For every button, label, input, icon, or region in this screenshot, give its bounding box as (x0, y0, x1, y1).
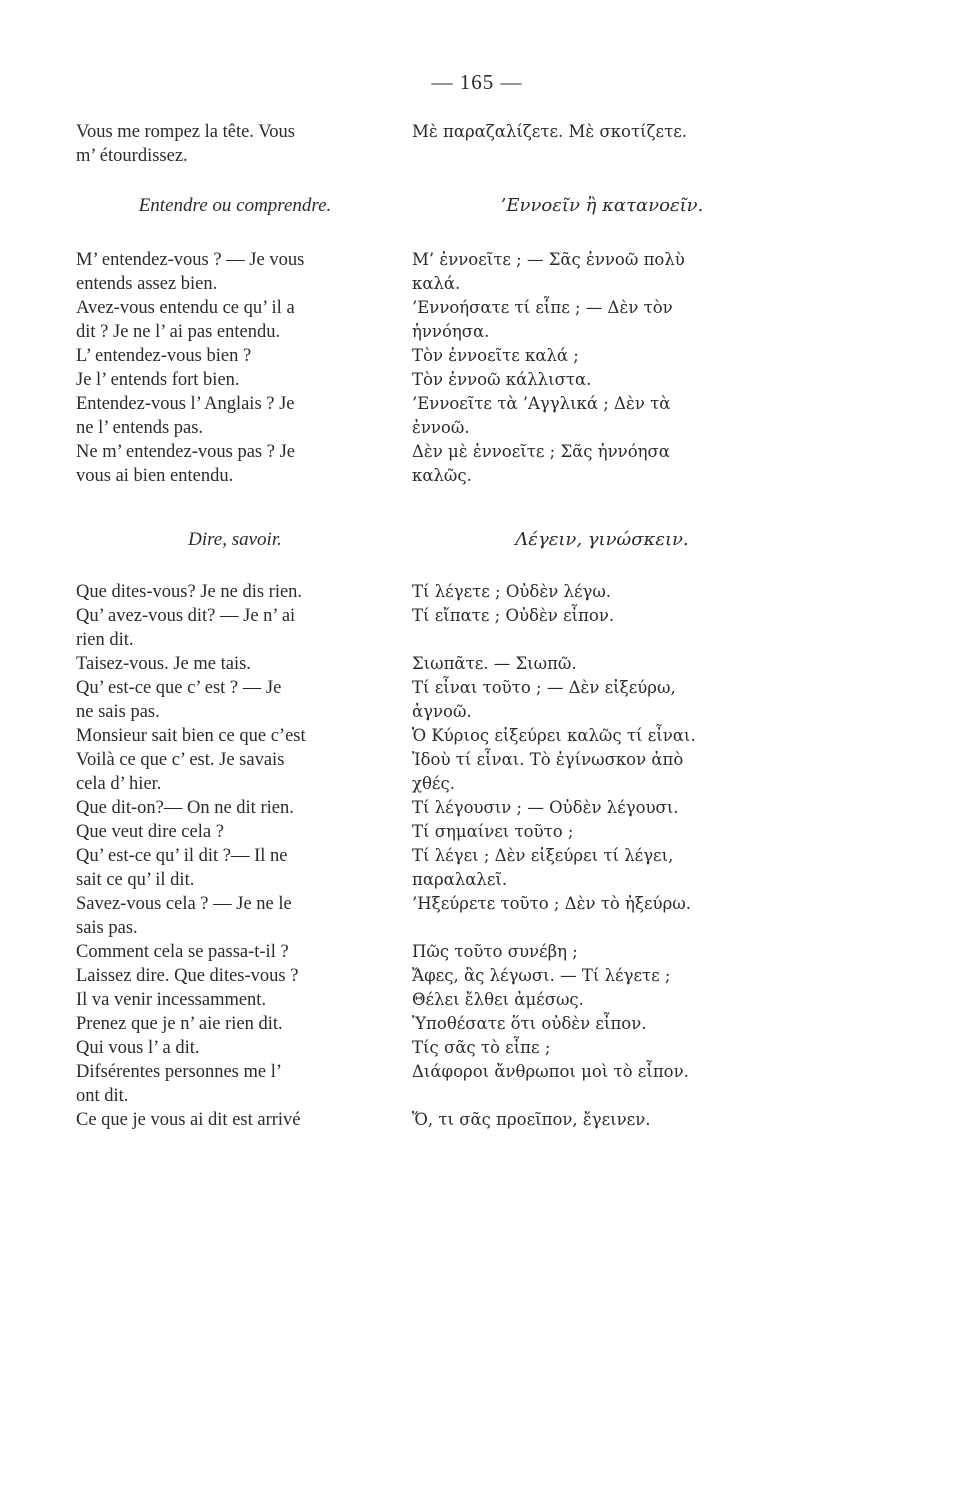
entry-line: Vous me rompez la tête. Vous (76, 122, 295, 142)
entry-line: Δὲν μὲ ἐννοεῖτε ; Σᾶς ἠννόησα (412, 442, 670, 461)
entry-line: ἠννόησα. (412, 322, 490, 341)
page-number: — 165 — (431, 70, 523, 94)
entry-line: rien dit. (76, 630, 134, 650)
entry-gr (412, 820, 792, 844)
entry-line: Ἰδοὺ τί εἶναι. Τὸ ἐγίνωσκον ἀπὸ (412, 750, 684, 769)
entry-fr (76, 1060, 394, 1108)
entry-line: ’Ηξεύρετε τοῦτο ; Δὲν τὸ ἠξεύρω. (412, 894, 691, 913)
section-heading-entendre: Entendre ou comprendre. (138, 195, 332, 216)
entry-line: sais pas. (76, 918, 138, 938)
entry-gr (412, 1060, 792, 1084)
entry-fr (76, 120, 394, 168)
section-heading-dire: Dire, savoir. (188, 529, 282, 550)
entry-line: Qu’ avez-vous dit? — Je n’ ai (76, 606, 296, 626)
entry-line: Prenez que je n’ aie rien dit. (76, 1014, 283, 1034)
entry-line: Σιωπᾶτε. — Σιωπῶ. (412, 654, 577, 673)
entry-line: Τί λέγουσιν ; — Οὐδὲν λέγουσι. (412, 798, 679, 817)
entry-fr (76, 604, 394, 652)
french-column (76, 100, 394, 1132)
entry-line: Laissez dire. Que dites-vous ? (76, 966, 299, 986)
entry-fr (76, 248, 394, 296)
entry-line: Comment cela se passa-t-il ? (76, 942, 289, 962)
entry-line: ’Εννοεῖτε τὰ ’Αγγλικά ; Δὲν τὰ (412, 394, 671, 413)
entry-line: Διάφοροι ἄνθρωποι μοὶ τὸ εἶπον. (412, 1062, 689, 1081)
entry-gr (412, 892, 792, 916)
entry-gr (412, 120, 792, 144)
entry-fr (76, 652, 394, 676)
entry-line: vous ai bien entendu. (76, 466, 234, 486)
entry-line: ’Εννοήσατε τί εἶπε ; — Δὲν τὸν (412, 298, 673, 317)
entry-gr (412, 440, 792, 488)
entry-line: Τί λέγει ; Δὲν εἰξεύρει τί λέγει, (412, 846, 674, 865)
entry-line: Ὅ, τι σᾶς προεῖπον, ἔγεινεν. (412, 1110, 651, 1129)
entry-line: Monsieur sait bien ce que c’est (76, 726, 306, 746)
entry-gr (412, 652, 792, 676)
entry-fr (76, 988, 394, 1012)
entry-line: Τὸν ἐννοεῖτε καλά ; (412, 346, 579, 365)
entry-line: Ὑποθέσατε ὅτι οὐδὲν εἶπον. (412, 1014, 647, 1033)
entry-line: Τὸν ἐννοῶ κάλλιστα. (412, 370, 592, 389)
entry-fr (76, 368, 394, 392)
entry-line: Ὁ Κύριος εἰξεύρει καλῶς τί εἶναι. (412, 726, 696, 745)
entry-line: Taisez-vous. Je me tais. (76, 654, 251, 674)
entry-line: Θέλει ἔλθει ἀμέσως. (412, 990, 584, 1009)
entry-gr (412, 844, 792, 892)
entry-gr (412, 748, 792, 796)
entry-fr (76, 392, 394, 440)
entry-line: Savez-vous cela ? — Je ne le (76, 894, 292, 914)
entry-fr (76, 1036, 394, 1060)
entry-line: Qui vous l’ a dit. (76, 1038, 200, 1058)
entry-fr (76, 892, 394, 940)
entry-fr (76, 820, 394, 844)
entry-fr (76, 748, 394, 796)
entry-line: m’ étourdissez. (76, 146, 188, 166)
entry-line: Τί εἶναι τοῦτο ; — Δὲν εἰξεύρω, (412, 678, 676, 697)
entry-line: Ne m’ entendez-vous pas ? Je (76, 442, 296, 462)
entry-fr (76, 796, 394, 820)
entry-gr (412, 796, 792, 820)
entry-gr (412, 368, 792, 392)
entry-line: Voilà ce que c’ est. Je savais (76, 750, 285, 770)
entry-line: Τί λέγετε ; Οὐδὲν λέγω. (412, 582, 612, 601)
section-heading-ennoein: ’Εννοεῖν ἢ κατανοεῖν. (500, 195, 704, 216)
entry-line: Qu’ est-ce que c’ est ? — Je (76, 678, 282, 698)
entry-gr (412, 964, 792, 988)
greek-column (412, 100, 792, 1132)
entry-fr (76, 1108, 394, 1132)
entry-line: Difsérentes personnes me l’ (76, 1062, 283, 1082)
entry-line: Ἄφες, ἂς λέγωσι. — Τί λέγετε ; (412, 966, 671, 985)
entry-fr (76, 964, 394, 988)
entry-line: Que dit-on?— On ne dit rien. (76, 798, 294, 818)
entry-gr (412, 988, 792, 1012)
entry-fr (76, 1012, 394, 1036)
entry-fr (76, 844, 394, 892)
entry-line: Μ’ ἐννοεῖτε ; — Σᾶς ἐννοῶ πολὺ (412, 250, 685, 269)
entry-gr (412, 604, 792, 628)
entry-line: dit ? Je ne l’ ai pas entendu. (76, 322, 281, 342)
entry-fr (76, 580, 394, 604)
entry-gr (412, 1012, 792, 1036)
entry-line: sait ce qu’ il dit. (76, 870, 195, 890)
entry-line: Τί εἴπατε ; Οὐδὲν εἶπον. (412, 606, 615, 625)
entry-line: Que dites-vous? Je ne dis rien. (76, 582, 303, 602)
entry-fr (76, 940, 394, 964)
entry-gr (412, 296, 792, 344)
entry-line: Il va venir incessamment. (76, 990, 267, 1010)
entry-line: Πῶς τοῦτο συνέβη ; (412, 942, 578, 961)
entry-fr (76, 296, 394, 344)
entry-line: cela d’ hier. (76, 774, 162, 794)
entry-line: ne sais pas. (76, 702, 160, 722)
entry-line: ont dit. (76, 1086, 129, 1106)
entry-line: ἀγνοῶ. (412, 702, 472, 721)
entry-line: Entendez-vous l’ Anglais ? Je (76, 394, 295, 414)
entry-line: χθές. (412, 774, 455, 793)
entry-fr (76, 676, 394, 724)
entry-fr (76, 344, 394, 368)
entry-gr (412, 1108, 792, 1132)
section-heading-legein: Λέγειν, γινώσκειν. (515, 529, 689, 550)
entry-line: Μὲ παραζαλίζετε. Μὲ σκοτίζετε. (412, 122, 688, 141)
entry-line: καλῶς. (412, 466, 472, 485)
entry-gr (412, 724, 792, 748)
entry-line: Avez-vous entendu ce qu’ il a (76, 298, 295, 318)
entry-line: ne l’ entends pas. (76, 418, 204, 438)
entry-gr (412, 1036, 792, 1060)
entry-line: Ce que je vous ai dit est arrivé (76, 1110, 301, 1130)
entry-fr (76, 724, 394, 748)
entry-line: Qu’ est-ce qu’ il dit ?— Il ne (76, 846, 288, 866)
entry-fr (76, 440, 394, 488)
entry-line: M’ entendez-vous ? — Je vous (76, 250, 305, 270)
entry-line: Τίς σᾶς τὸ εἶπε ; (412, 1038, 551, 1057)
entry-line: ἐννοῶ. (412, 418, 470, 437)
entry-line: Τί σημαίνει τοῦτο ; (412, 822, 574, 841)
entry-gr (412, 344, 792, 368)
entry-gr (412, 580, 792, 604)
entry-line: Je l’ entends fort bien. (76, 370, 240, 390)
entry-line: Que veut dire cela ? (76, 822, 224, 842)
entry-gr (412, 940, 792, 964)
entry-line: L’ entendez-vous bien ? (76, 346, 252, 366)
entry-line: καλά. (412, 274, 461, 293)
entry-gr (412, 676, 792, 724)
entry-line: entends assez bien. (76, 274, 218, 294)
entry-gr (412, 392, 792, 440)
entry-gr (412, 248, 792, 296)
entry-line: παραλαλεῖ. (412, 870, 508, 889)
